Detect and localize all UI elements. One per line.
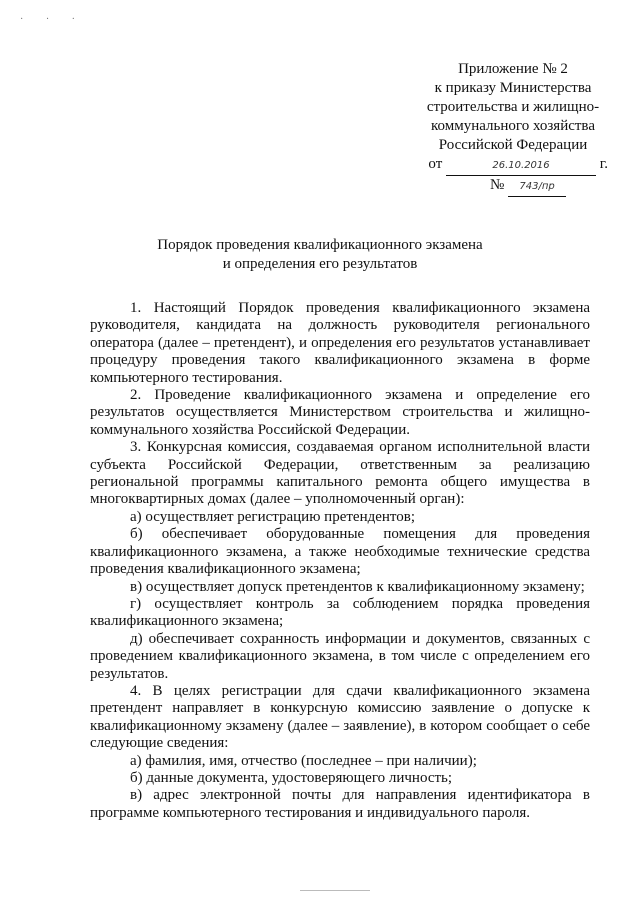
order-number-row xyxy=(418,176,608,197)
paragraph: а) фамилия, имя, отчество (последнее – при наличии); xyxy=(130,752,477,769)
paragraph: 3. Конкурсная комиссия, создаваемая органом исполнительной власти субъекта Российской Федерации, ответственным за реализацию региональной программы капитального ремонта общего имущества в многоквартирных домах (далее – уполномоченный орган): xyxy=(90,439,590,508)
header-line: Российской Федерации xyxy=(438,137,588,153)
number-prefix: № xyxy=(489,177,505,193)
header-line: Приложение № 2 xyxy=(458,61,568,77)
paragraph: в) адрес электронной почты для направления идентификатора в программе компьютерного тестирования и индивидуального пароля. xyxy=(90,787,590,821)
paragraph: б) обеспечивает оборудованные помещения для проведения квалификационного экзамена, а также необходимые технические средства проведения квалификационного экзамена; xyxy=(90,526,590,578)
document-title xyxy=(0,236,640,274)
order-date-row xyxy=(418,155,608,176)
paragraph: в) осуществляет допуск претендентов к квалификационному экзамену; xyxy=(130,578,585,595)
header-line: коммунального хозяйства xyxy=(431,118,595,134)
title-line-2: и определения его результатов xyxy=(222,256,418,272)
paragraph: а) осуществляет регистрацию претендентов; xyxy=(130,508,416,525)
title-line-1: Порядок проведения квалификационного экзамена xyxy=(157,237,483,253)
paragraph: д) обеспечивает сохранность информации и документов, связанных с проведением квалификационного экзамена, в том числе с определением его результатов. xyxy=(90,630,590,682)
handwritten-number: 743/пр xyxy=(508,177,566,197)
document-body xyxy=(90,300,590,822)
scan-artifact: · · · xyxy=(20,14,85,25)
header-line: строительства и жилищно- xyxy=(426,99,600,115)
handwritten-date: 26.10.2016 xyxy=(446,156,596,176)
paragraph: 1. Настоящий Порядок проведения квалификационного экзамена руководителя, кандидата на должность руководителя регионального оператора (далее – претендент), и определения его результатов устанавливает процедуру проведения такого квалификационного экзамена в форме компьютерного тестирования. xyxy=(90,300,590,386)
date-prefix: от xyxy=(428,156,443,172)
header-line: к приказу Министерства xyxy=(434,80,592,96)
appendix-header xyxy=(418,60,608,197)
paragraph: б) данные документа, удостоверяющего личность; xyxy=(130,769,453,786)
date-suffix: г. xyxy=(599,156,608,172)
paragraph: 2. Проведение квалификационного экзамена и определение его результатов осуществляется Министерством строительства и жилищно-коммунального хозяйства Российской Федерации. xyxy=(90,387,590,438)
paragraph: г) осуществляет контроль за соблюдением порядка проведения квалификационного экзамена; xyxy=(90,595,590,630)
scan-edge-mark xyxy=(300,890,370,897)
paragraph: 4. В целях регистрации для сдачи квалификационного экзамена претендент направляет в конкурсную комиссию заявление о допуске к квалификационному экзамену (далее – заявление), в котором сообщает о себе следующие сведения: xyxy=(90,682,590,752)
